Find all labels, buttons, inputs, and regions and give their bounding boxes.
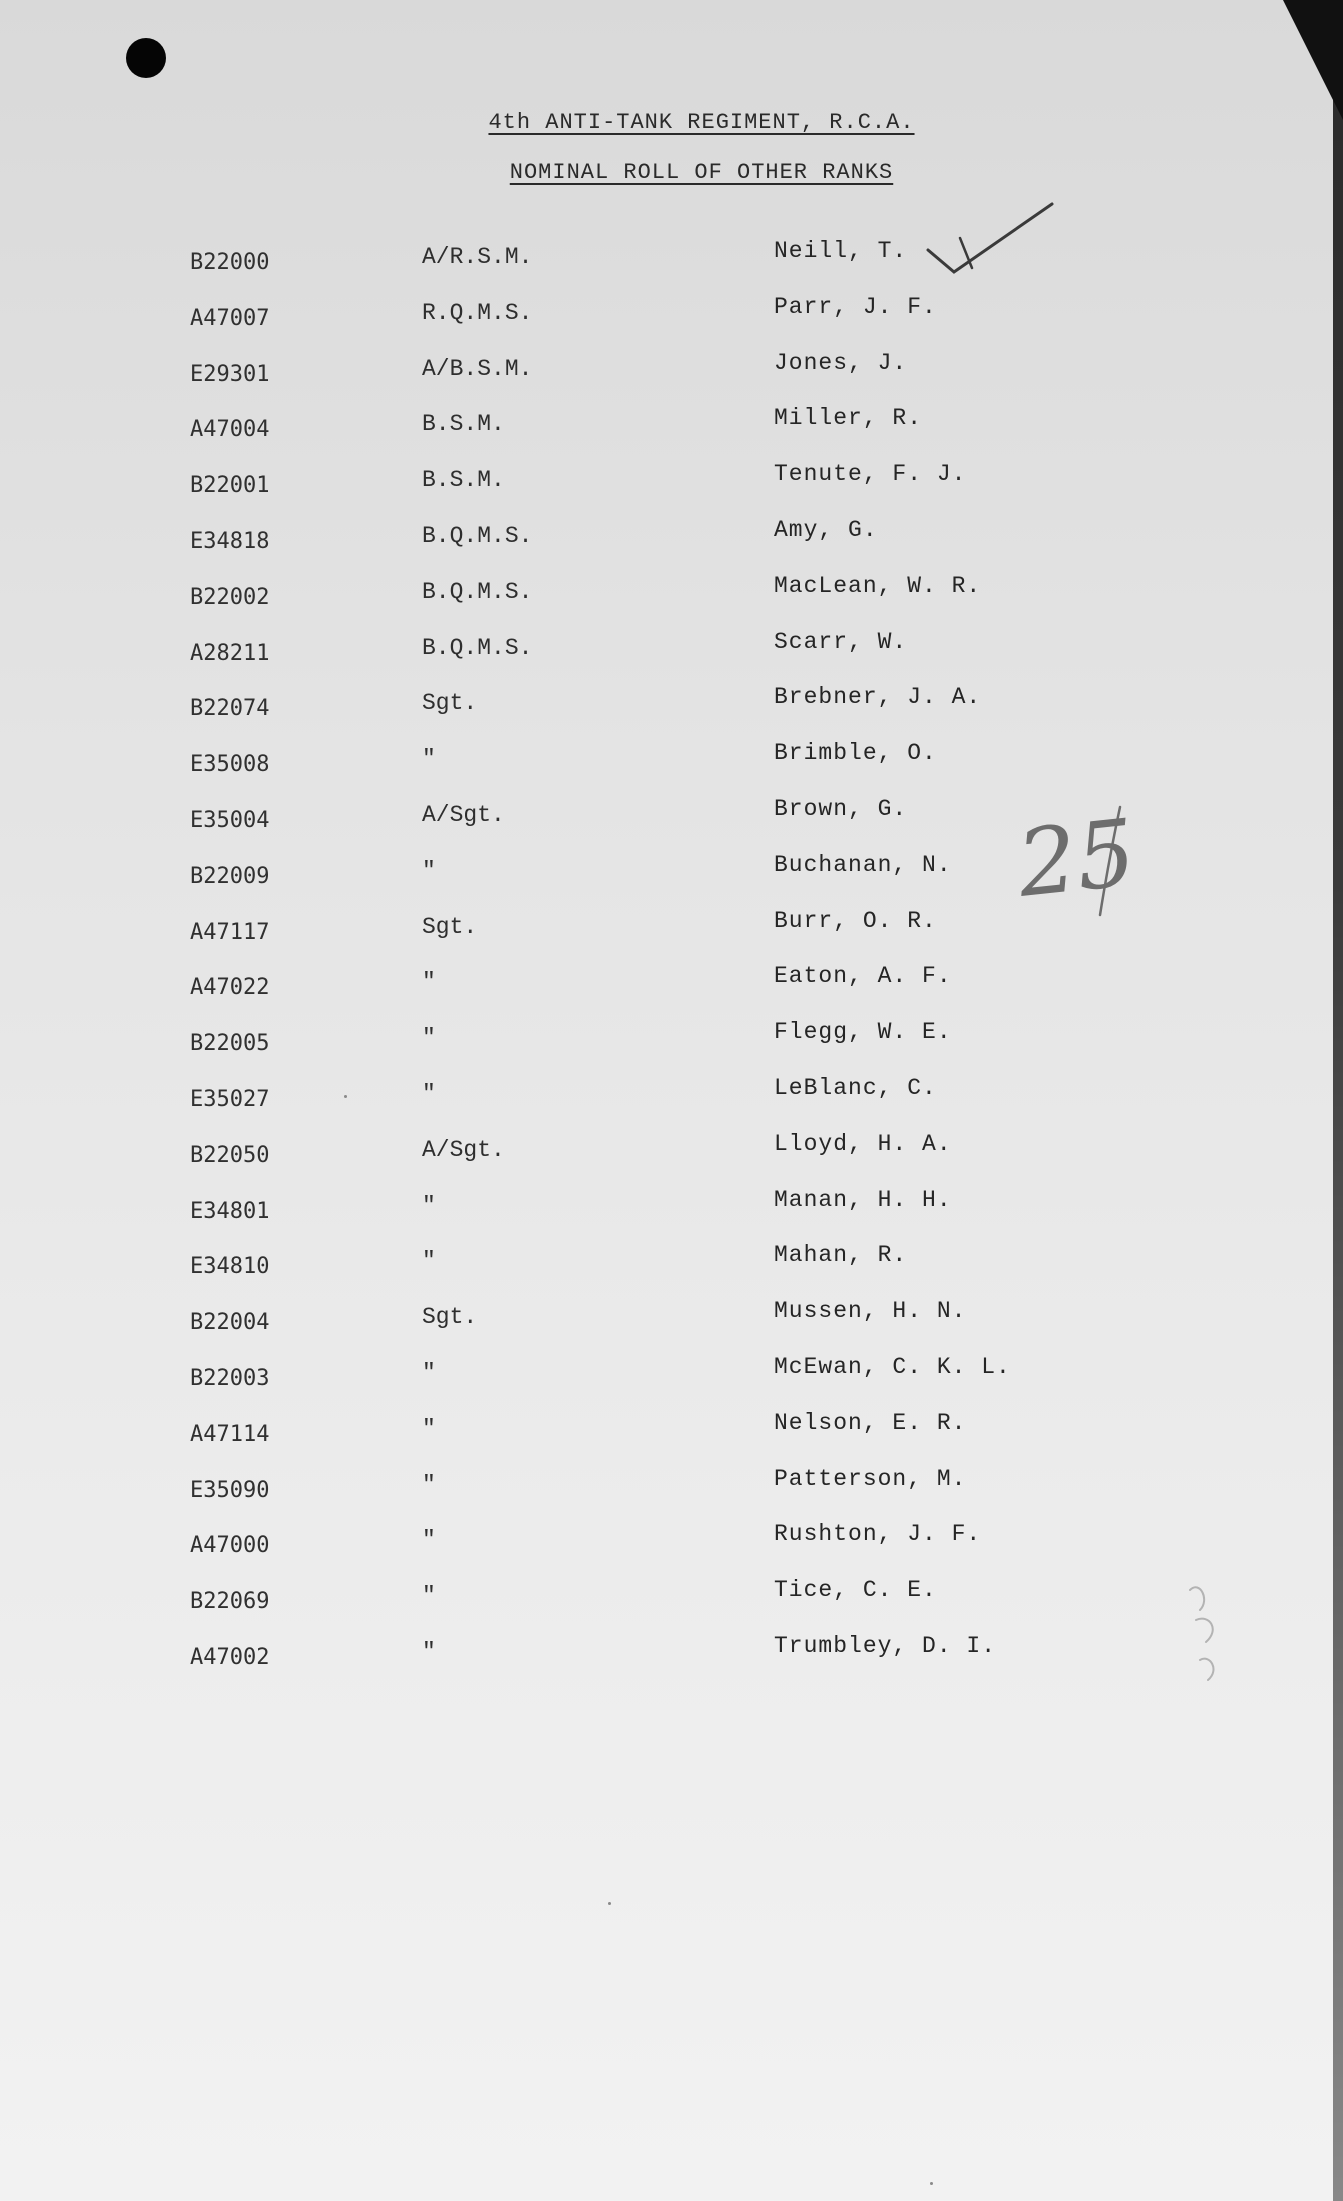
table-row: [0, 1465, 1343, 1528]
regiment-title: 4th ANTI-TANK REGIMENT, R.C.A.: [488, 110, 915, 135]
table-row: [0, 238, 1343, 300]
soldier-name: Parr, J. F.: [774, 293, 937, 320]
rank: ": [422, 1583, 436, 1610]
service-number: B22004: [190, 1310, 270, 1336]
rank: Sgt.: [422, 1304, 478, 1331]
soldier-name: Amy, G.: [774, 516, 878, 543]
service-number: B22003: [190, 1365, 270, 1391]
rank: A/R.S.M.: [422, 244, 533, 270]
service-number: E34801: [190, 1198, 270, 1224]
rank: A/Sgt.: [422, 1136, 505, 1163]
roll-title: NOMINAL ROLL OF OTHER RANKS: [509, 160, 894, 185]
handwritten-page-total: 25: [1012, 799, 1141, 918]
rank: ": [422, 1359, 436, 1386]
service-number: A47117: [190, 919, 270, 945]
soldier-name: Scarr, W.: [774, 628, 908, 655]
table-row: [0, 963, 1343, 1025]
service-number: B22000: [190, 250, 270, 275]
rank: ": [422, 1080, 436, 1107]
rank: ": [422, 857, 436, 884]
soldier-name: Trumbley, D. I.: [774, 1632, 997, 1659]
table-row: [0, 1186, 1343, 1249]
rank: A/B.S.M.: [422, 355, 533, 382]
service-number: B22074: [190, 696, 270, 722]
table-row: [0, 1409, 1343, 1472]
table-row: [0, 572, 1343, 635]
table-row: [0, 461, 1343, 523]
soldier-name: Eaton, A. F.: [774, 963, 952, 990]
soldier-name: Miller, R.: [774, 405, 923, 432]
rank: R.Q.M.S.: [422, 299, 533, 326]
table-row: [0, 1632, 1343, 1695]
table-row: [0, 1242, 1343, 1304]
service-number: E35027: [190, 1086, 270, 1112]
service-number: A28211: [190, 640, 270, 666]
service-number: E34810: [190, 1254, 270, 1280]
table-row: [0, 1298, 1343, 1360]
soldier-name: Jones, J.: [774, 349, 908, 376]
service-number: A47002: [190, 1644, 270, 1670]
soldier-name: Rushton, J. F.: [774, 1521, 982, 1548]
rank: ": [422, 1192, 436, 1219]
punch-hole: [126, 38, 166, 78]
soldier-name: Tice, C. E.: [774, 1577, 937, 1604]
table-row: [0, 1019, 1343, 1081]
soldier-name: Brown, G.: [774, 795, 908, 822]
soldier-name: McEwan, C. K. L.: [774, 1353, 1011, 1380]
table-row: [0, 1521, 1343, 1583]
soldier-name: Patterson, M.: [774, 1465, 967, 1492]
rank: Sgt.: [422, 690, 478, 717]
table-row: [0, 1130, 1343, 1193]
torn-corner: [1283, 0, 1343, 120]
service-number: A47004: [190, 417, 270, 443]
table-row: [0, 349, 1343, 412]
soldier-name: Burr, O. R.: [774, 907, 937, 934]
service-number: B22005: [190, 1031, 270, 1057]
soldier-name: Brebner, J. A.: [774, 684, 982, 711]
rank: B.Q.M.S.: [422, 522, 533, 549]
table-row: [0, 795, 1343, 858]
soldier-name: Manan, H. H.: [774, 1186, 952, 1213]
rank: ": [422, 1248, 436, 1275]
soldier-name: Tenute, F. J.: [774, 461, 967, 488]
table-row: [0, 405, 1343, 467]
service-number: B22002: [190, 584, 270, 610]
rank: ": [422, 969, 436, 996]
table-row: [0, 516, 1343, 579]
service-number: E35090: [190, 1477, 270, 1503]
service-number: E35008: [190, 752, 270, 778]
soldier-name: Nelson, E. R.: [774, 1409, 967, 1436]
soldier-name: LeBlanc, C.: [774, 1074, 937, 1101]
table-row: [0, 1577, 1343, 1639]
rank: A/Sgt.: [422, 801, 505, 828]
service-number: A47007: [190, 305, 270, 331]
rank: ": [422, 1638, 436, 1665]
table-row: [0, 628, 1343, 691]
rank: B.Q.M.S.: [422, 578, 533, 605]
soldier-name: Lloyd, H. A.: [774, 1130, 952, 1157]
rank: B.S.M.: [422, 467, 505, 494]
table-row: [0, 293, 1343, 356]
service-number: B22069: [190, 1589, 270, 1615]
soldier-name: Mussen, H. N.: [774, 1298, 967, 1325]
service-number: E35004: [190, 807, 270, 833]
rank: ": [422, 1415, 436, 1442]
soldier-name: MacLean, W. R.: [774, 572, 982, 599]
table-row: [0, 1353, 1343, 1416]
service-number: A47022: [190, 975, 270, 1001]
rank: B.S.M.: [422, 411, 505, 438]
nominal-roll-table: [0, 238, 1343, 1695]
rank: ": [422, 1025, 436, 1052]
service-number: B22001: [190, 473, 270, 499]
soldier-name: Mahan, R.: [774, 1242, 908, 1269]
table-row: [0, 740, 1343, 802]
table-row: [0, 907, 1343, 970]
rank: ": [422, 1471, 436, 1498]
soldier-name: Neill, T.: [774, 238, 908, 264]
service-number: E29301: [190, 361, 270, 387]
rank: B.Q.M.S.: [422, 634, 533, 661]
service-number: B22050: [190, 1142, 270, 1168]
soldier-name: Buchanan, N.: [774, 851, 952, 878]
service-number: E34818: [190, 528, 270, 554]
soldier-name: Flegg, W. E.: [774, 1019, 952, 1046]
rank: ": [422, 746, 436, 773]
service-number: B22009: [190, 863, 270, 889]
rank: ": [422, 1527, 436, 1554]
service-number: A47114: [190, 1421, 270, 1447]
rank: Sgt.: [422, 913, 478, 940]
service-number: A47000: [190, 1533, 270, 1559]
soldier-name: Brimble, O.: [774, 740, 937, 767]
scan-speck: [608, 1902, 611, 1905]
table-row: [0, 684, 1343, 746]
scan-speck: [930, 2182, 933, 2185]
table-row: [0, 1074, 1343, 1137]
